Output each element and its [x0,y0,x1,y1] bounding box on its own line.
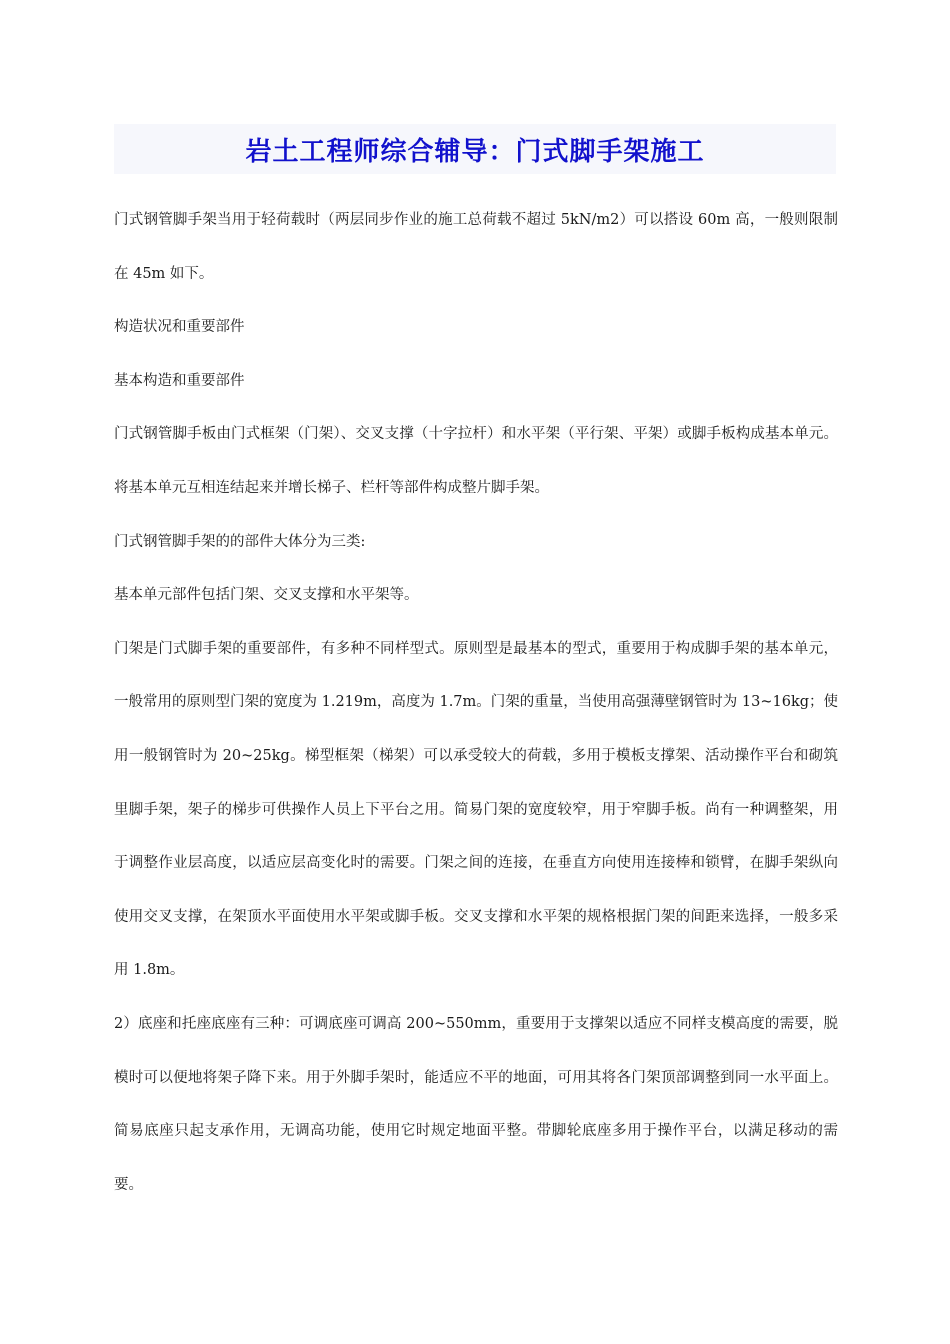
paragraph: 门式钢管脚手板由门式框架（门架）、交叉支撑（十字拉杆）和水平架（平行架、平架）或脚手板构成基本单元。将基本单元互相连结起来并增长梯子、栏杆等部件构成整片脚手架。 [114,426,838,496]
title-band [114,124,836,174]
paragraph: 基本构造和重要部件 [114,372,245,389]
paragraph: 门架是门式脚手架的重要部件，有多种不同样型式。原则型是最基本的型式，重要用于构成脚手架的基本单元，一般常用的原则型门架的宽度为 1.219m，高度为 1.7m。门架的重量，当使用高强薄壁钢管时为 13~16kg；使用一般钢管时为 20~25kg。梯型框架（梯架）可以承受较大的荷载，多用于模板支撑架、活动操作平台和砌筑里脚手架，架子的梯步可供操作人员上下平台之用。简易门架的宽度较窄，用于窄脚手板。尚有一种调整架，用于调整作业层高度，以适应层高变化时的需要。门架之间的连接，在垂直方向使用连接棒和锁臂，在脚手架纵向使用交叉支撑，在架顶水平面使用水平架或脚手板。交叉支撑和水平架的规格根据门架的间距来选择，一般多采用 1.8m。 [114,640,839,979]
document-title: 岩土工程师综合辅导：门式脚手架施工 [245,136,705,167]
paragraph: 门式钢管脚手架当用于轻荷载时（两层同步作业的施工总荷载不超过 5kN/m2）可以搭设 60m 高，一般则限制在 45m 如下。 [114,212,838,282]
paragraph: 门式钢管脚手架的的部件大体分为三类: [114,533,366,550]
paragraph: 2）底座和托座底座有三种：可调底座可调高 200~550mm，重要用于支撑架以适应不同样支模高度的需要，脱模时可以便地将架子降下来。用于外脚手架时，能适应不平的地面，可用其将各门架顶部调整到同一水平面上。简易底座只起支承作用，无调高功能，使用它时规定地面平整。带脚轮底座多用于操作平台，以满足移动的需要。 [114,1015,838,1193]
paragraph: 构造状况和重要部件 [114,319,245,336]
document-body [114,194,838,1212]
paragraph: 基本单元部件包括门架、交叉支撑和水平架等。 [114,587,419,604]
